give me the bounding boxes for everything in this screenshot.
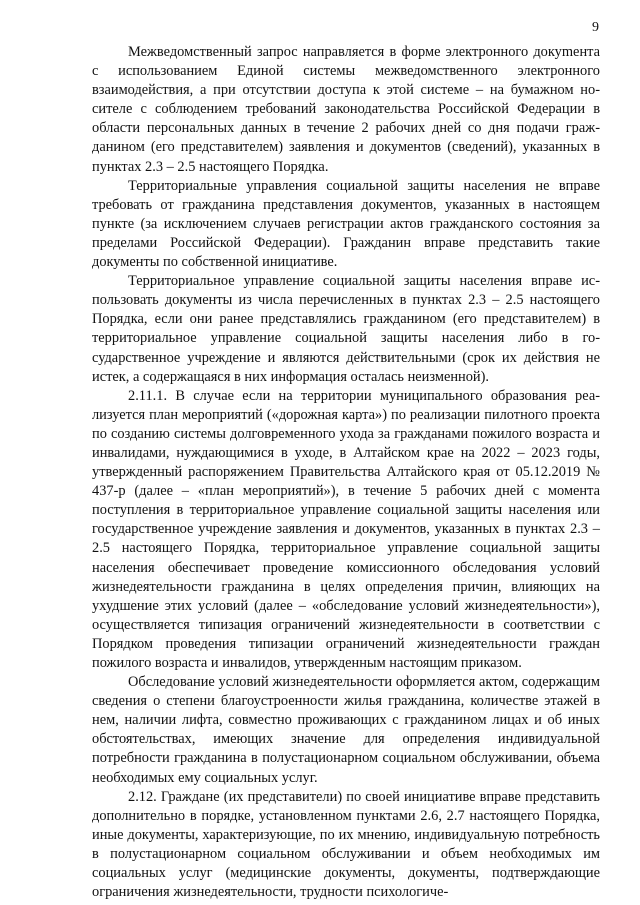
paragraph-living-conditions-act: Обследование условий жизнедеятельности оформляется актом, содержащим сведения о степени благоустроенности жилья гражданина, количестве этажей в нем, наличии лифта, совместно проживающих с гражданином лицах и об иных обстоятельствах, имеющих значение для определения индивидуальной потребности гражданина в полустационарном социальном обслуживании, объема необходимых ему социальных услуг. xyxy=(92,674,600,786)
paragraph-document-requirements: Территориальные управления социальной защиты населения не вправе требовать от гражданина представления документов, указанных в настоящем пункте (за исключением случаев регистрации актов гражданского состояния за пределами Российской Федерации). Гражданин вправе представить такие документы по собственной инициативе. xyxy=(92,177,600,271)
page-number: 9 xyxy=(592,20,599,35)
document-body xyxy=(92,43,600,902)
paragraph-clause-2-12: 2.12. Граждане (их представители) по своей инициативе вправе представить дополнительно в порядке, установленном пунктами 2.6, 2.7 настоящего Порядка, иные документы, характеризующие, по их мнению, индивидуальную потребность в полустационарном социальном обслуживании и объем необходимых им социальных услуг (медицинские документы, документы, подтверждающие ограничения жизнедеятельности, трудности психологиче- xyxy=(92,788,600,901)
paragraph-interagency-request: Межведомственный запрос направляется в форме электронного докуmента с использованием Единой системы межведомственного электронного взаимодействия, а при отсутствии доступа к этой системе – на бумажном носителе с соблюдением требований законодательства Российской Федерации в области персональных данных в течение 2 рабочих дней со дня подачи гражданином (его представителем) заявления и документов (сведений), указанных в пунктах 2.3 – 2.5 настоящего Порядка. xyxy=(92,44,600,175)
paragraph-previously-submitted-documents: Территориальное управление социальной защиты населения вправе использовать документы из числа перечисленных в пунктах 2.3 – 2.5 настоящего Порядка, если они ранее представлялись гражданином (его представителем) в территориальное управление социальной защиты населения либо в государственное учреждение и являются действительными (срок их действия не истек, а содержащаяся в них информация осталась неизменной). xyxy=(92,273,600,385)
paragraph-clause-2-11-1: 2.11.1. В случае если на территории муниципального образования реализуется план мероприятий («дорожная карта») по реализации пилотного проекта по созданию системы долговременного ухода за гражданами пожилого возраста и инвалидами, нуждающимися в уходе, в Алтайском крае на 2022 – 2023 годы, утвержденный распоряжением Правительства Алтайского края от 05.12.2019 № 437-р (далее – «план мероприятий»), в течение 5 рабочих дней с момента поступления в территориальное управление социальной защиты населения или государственное учреждение заявления и документов, указанных в пунктах 2.3 – 2.5 настоящего Порядка, территориальное управление социальной защиты населения обеспечивает проведение комиссионного обследования условий жизнедеятельности гражданина в целях определения причин, влияющих на ухудшение этих условий (далее – «обследование условий жизнедеятельности»), осуществляется типизация ограничений жизнедеятельности в соответствии с Порядком проведения типизации ограничений жизнедеятельности граждан пожилого возраста и инвалидов, утвержденным настоящим приказом. xyxy=(92,387,600,671)
